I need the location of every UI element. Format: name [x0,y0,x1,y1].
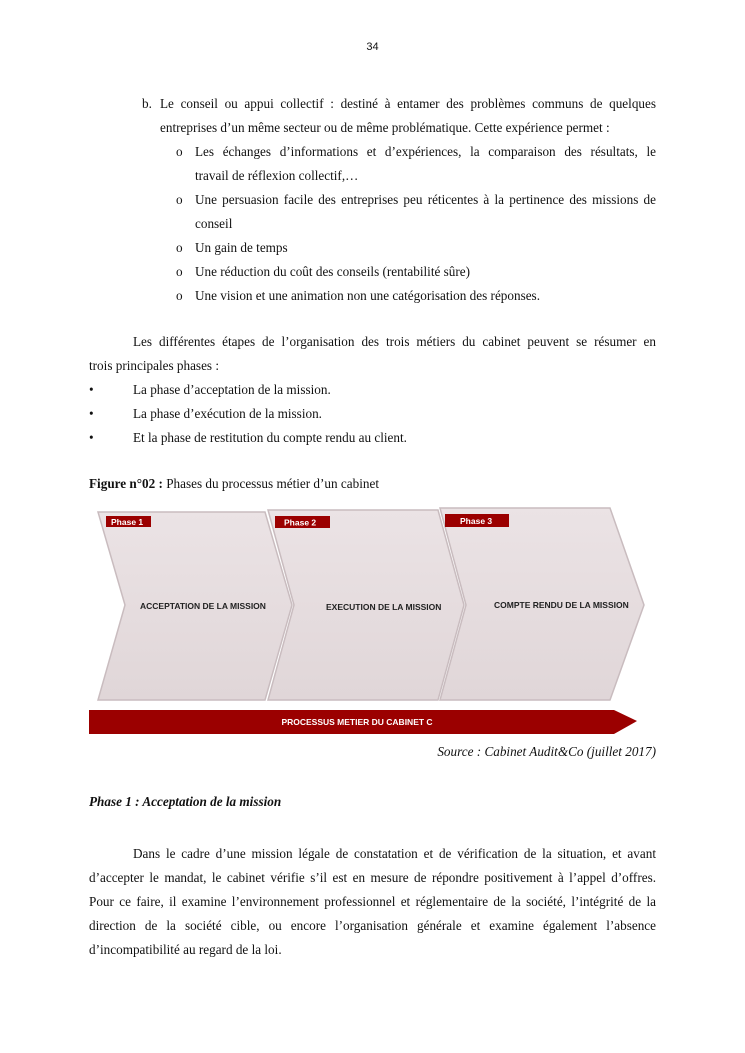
bullet-marker: • [89,382,94,397]
sub-item-line: Une persuasion facile des entreprises peu réticentes à la pertinence des missions de [195,192,656,207]
phase-tag-1-label: Phase 1 [111,517,144,527]
section-heading: Phase 1 : Acceptation de la mission [89,794,282,809]
sub-item-line: travail de réflexion collectif,… [195,168,359,183]
phase-tag-3-label: Phase 3 [460,516,493,526]
paragraph-line: direction de la société cible, ou encore l’organisation générale et examine également l’absence [89,918,656,933]
figure-source: Source : Cabinet Audit&Co (juillet 2017) [437,744,656,759]
sub-item-line: Les échanges d’informations et d’expériences, la comparaison des résultats, le [195,144,656,159]
process-banner-label: PROCESSUS METIER DU CABINET C [281,717,433,727]
list-line: entreprises d’un même secteur ou de même problématique. Cette expérience permet : [160,120,610,135]
paragraph-line: Dans le cadre d’une mission légale de constatation et de vérification de la situation, et avant [133,846,656,861]
bullet-item: La phase d’exécution de la mission. [133,406,322,421]
sub-item-line: conseil [195,216,233,231]
phase-3-title: COMPTE RENDU DE LA MISSION [494,600,629,610]
paragraph-line: d’accepter le mandat, le cabinet vérifie s’il est en mesure de répondre positivement à l’appel d’offres. [89,870,656,885]
bullet-marker: • [89,406,94,421]
figure-caption-text: Phases du processus métier d’un cabinet [162,476,379,491]
sub-item-line: Une vision et une animation non une catégorisation des réponses. [195,288,540,303]
bullet-item: Et la phase de restitution du compte rendu au client. [133,430,407,445]
list-line: Le conseil ou appui collectif : destiné à entamer des problèmes communs de quelques [160,96,656,111]
paragraph-line: Les différentes étapes de l’organisation des trois métiers du cabinet peuvent se résumer en [133,334,656,349]
paragraph-line: trois principales phases : [89,358,220,373]
phase-1-title: ACCEPTATION DE LA MISSION [140,601,266,611]
paragraph-line: Pour ce faire, il examine l’environnement professionnel et réglementaire de la société, l’intégrité de la [89,894,656,909]
figure-caption-label: Figure n°02 : [89,476,163,491]
sub-marker: o [176,144,183,159]
sub-item-line: Un gain de temps [195,240,288,255]
list-marker: b. [142,96,152,111]
phase-2-title: EXECUTION DE LA MISSION [326,602,442,612]
paragraph-line: d’incompatibilité au regard de la loi. [89,942,282,957]
phase-tag-2-label: Phase 2 [284,517,317,528]
sub-marker: o [176,240,183,255]
sub-marker: o [176,288,183,303]
bullet-marker: • [89,430,94,445]
page-number: 34 [366,41,379,53]
sub-item-line: Une réduction du coût des conseils (rentabilité sûre) [195,264,471,279]
bullet-item: La phase d’acceptation de la mission. [133,382,331,397]
sub-marker: o [176,192,183,207]
sub-marker: o [176,264,183,279]
